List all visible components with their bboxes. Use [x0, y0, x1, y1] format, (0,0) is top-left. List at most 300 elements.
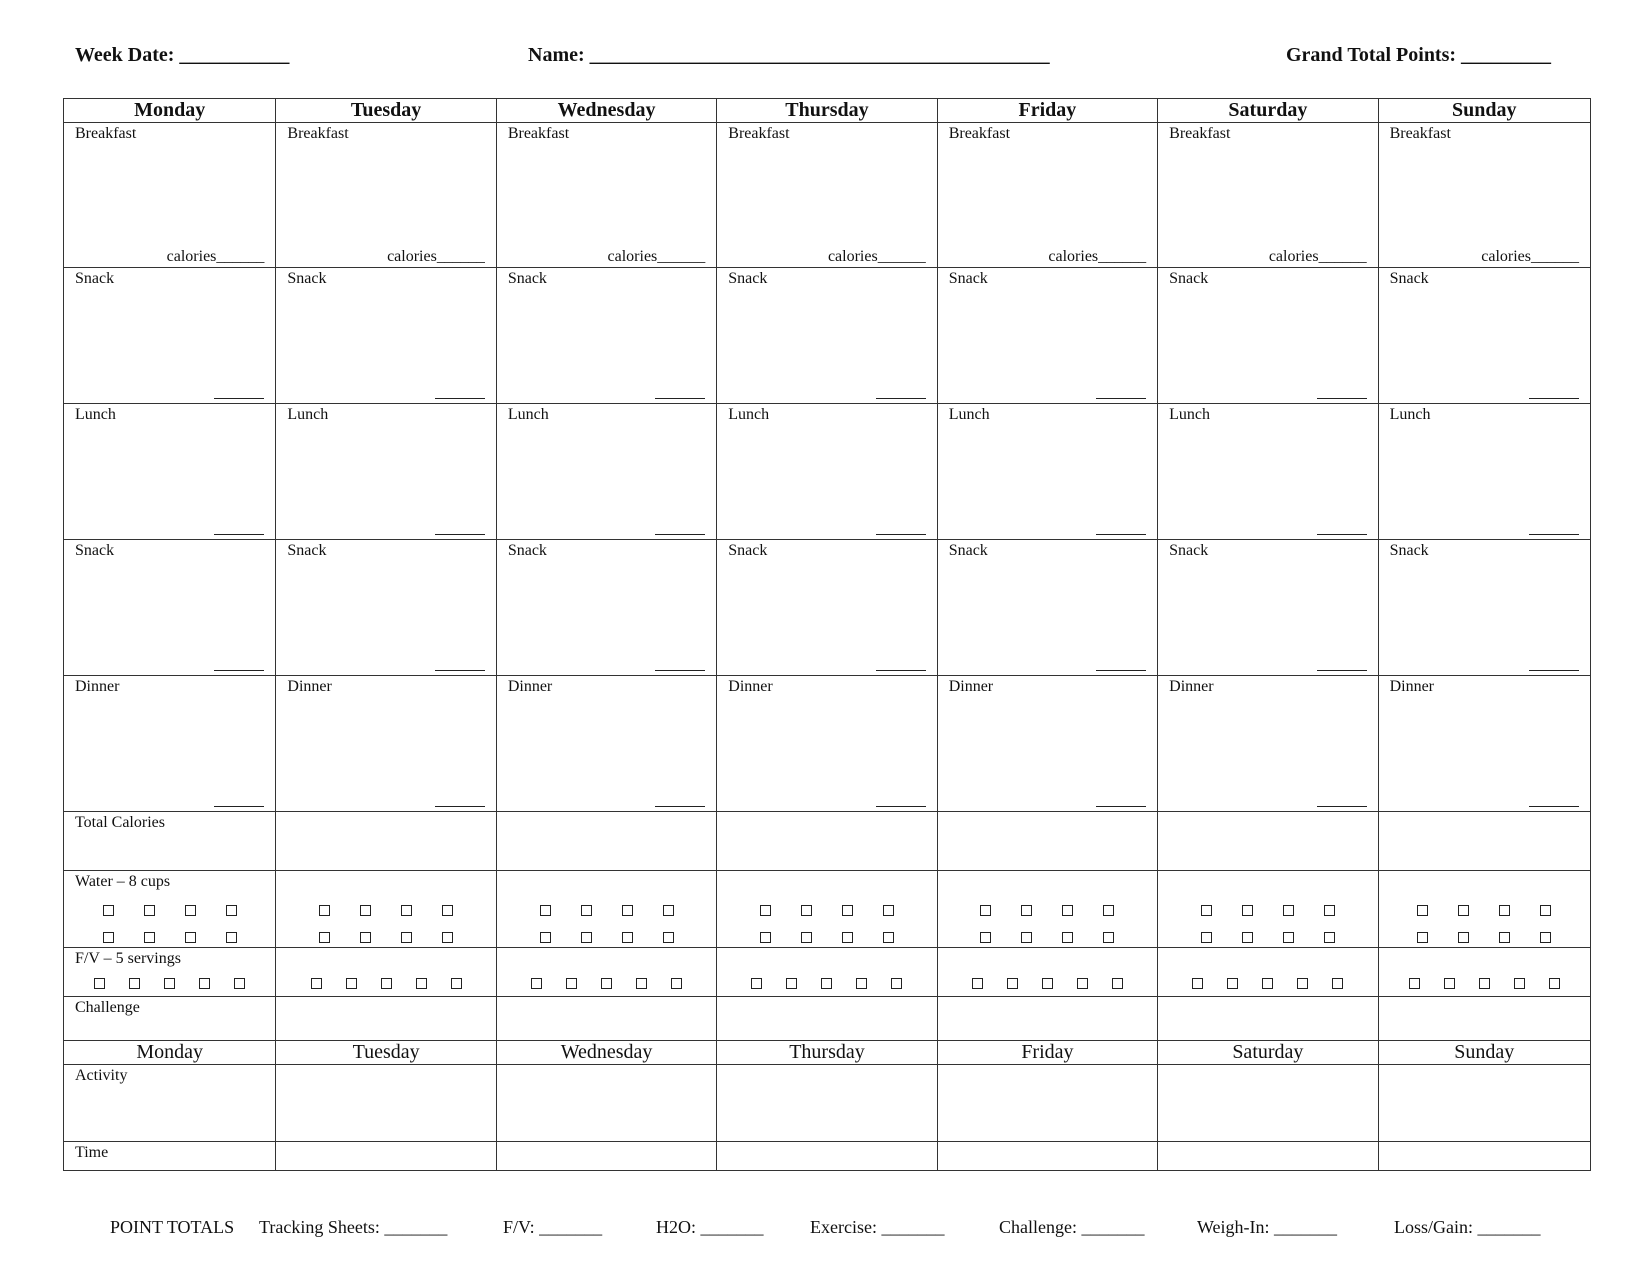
snack-label: Snack	[1169, 270, 1209, 287]
checkbox[interactable]	[360, 905, 371, 916]
snack-cell[interactable]	[276, 540, 496, 676]
checkbox[interactable]	[540, 932, 551, 943]
checkbox[interactable]	[540, 905, 551, 916]
calories-blank-line	[876, 670, 926, 671]
day-header-saturday: Saturday	[1158, 1041, 1378, 1065]
checkbox[interactable]	[1417, 932, 1428, 943]
checkbox[interactable]	[980, 932, 991, 943]
snack-cell[interactable]	[496, 268, 716, 404]
breakfast-cell[interactable]	[937, 123, 1157, 268]
checkbox[interactable]	[1062, 932, 1073, 943]
water-cell	[937, 871, 1157, 948]
breakfast-label: Breakfast	[1169, 125, 1231, 142]
dinner-label: Dinner	[75, 678, 120, 695]
snack-label: Snack	[75, 542, 115, 559]
snack-label: Snack	[507, 542, 547, 559]
checkbox[interactable]	[401, 932, 412, 943]
snack-cell[interactable]	[1378, 540, 1590, 676]
dinner-label: Dinner	[507, 678, 553, 695]
grand-total-points-field: Grand Total Points: _________	[1286, 44, 1552, 66]
day-header-thursday: Thursday	[717, 1041, 937, 1065]
day-header-row-activity	[64, 1041, 1591, 1065]
calories-blank: calories______	[1481, 248, 1579, 265]
checkbox[interactable]	[821, 978, 832, 989]
water-checkbox-row	[497, 932, 716, 943]
challenge-cell[interactable]	[937, 997, 1157, 1041]
lunch-cell[interactable]	[64, 404, 276, 540]
checkbox[interactable]	[1201, 932, 1212, 943]
day-header-monday: Monday	[64, 1041, 276, 1065]
challenge-row	[64, 997, 1591, 1041]
breakfast-row	[64, 123, 1591, 268]
breakfast-cell[interactable]	[1378, 123, 1590, 268]
checkbox[interactable]	[1021, 932, 1032, 943]
snack-row-afternoon	[64, 540, 1591, 676]
checkbox[interactable]	[144, 932, 155, 943]
checkbox[interactable]	[636, 978, 647, 989]
checkbox[interactable]	[1332, 978, 1343, 989]
time-cell[interactable]	[1158, 1142, 1378, 1171]
checkbox[interactable]	[760, 905, 771, 916]
total-calories-cell[interactable]	[717, 812, 937, 871]
total-calories-cell[interactable]	[496, 812, 716, 871]
breakfast-cell[interactable]	[1158, 123, 1378, 268]
checkbox[interactable]	[129, 978, 140, 989]
activity-cell[interactable]	[717, 1065, 937, 1142]
time-cell[interactable]	[276, 1142, 496, 1171]
name-field: Name: ______________________________________________	[528, 44, 1050, 66]
fruit-veg-cell	[1378, 948, 1590, 997]
lunch-label: Lunch	[287, 406, 329, 423]
dinner-cell[interactable]	[64, 676, 276, 812]
checkbox[interactable]	[980, 905, 991, 916]
fruit-veg-cell	[717, 948, 937, 997]
activity-cell[interactable]	[937, 1065, 1157, 1142]
checkbox[interactable]	[1112, 978, 1123, 989]
water-cell	[496, 871, 716, 948]
calories-blank-line	[1096, 806, 1146, 807]
activity-cell[interactable]	[1158, 1065, 1378, 1142]
total-calories-cell[interactable]	[937, 812, 1157, 871]
fruit-veg-cell	[1158, 948, 1378, 997]
loss-gain-field: Loss/Gain: _______	[1394, 1217, 1541, 1237]
checkbox[interactable]	[442, 905, 453, 916]
checkbox[interactable]	[234, 978, 245, 989]
breakfast-label: Breakfast	[507, 125, 570, 142]
lunch-label: Lunch	[948, 406, 990, 423]
fv-checkbox-row	[1158, 978, 1377, 989]
dinner-label: Dinner	[1169, 678, 1214, 695]
checkbox[interactable]	[164, 978, 175, 989]
checkbox[interactable]	[1458, 932, 1469, 943]
challenge-cell[interactable]	[717, 997, 937, 1041]
checkbox[interactable]	[1499, 905, 1510, 916]
meal-tracking-grid	[63, 98, 1591, 1171]
checkbox[interactable]	[801, 932, 812, 943]
calories-blank-line	[655, 670, 705, 671]
checkbox[interactable]	[1103, 905, 1114, 916]
fv-checkbox-row	[938, 978, 1157, 989]
checkbox[interactable]	[1062, 905, 1073, 916]
snack-cell[interactable]	[1158, 540, 1378, 676]
calories-blank-line	[435, 670, 485, 671]
snack-cell[interactable]	[1158, 268, 1378, 404]
water-checkbox-row	[64, 905, 275, 916]
checkbox[interactable]	[751, 978, 762, 989]
day-header-wednesday: Wednesday	[496, 1041, 716, 1065]
challenge-cell[interactable]	[276, 997, 496, 1041]
calories-blank-line	[435, 398, 485, 399]
calories-blank-line	[214, 670, 264, 671]
time-cell[interactable]	[717, 1142, 937, 1171]
checkbox[interactable]	[346, 978, 357, 989]
water-cell	[1378, 871, 1590, 948]
checkbox[interactable]	[671, 978, 682, 989]
checkbox[interactable]	[1262, 978, 1273, 989]
snack-cell[interactable]	[64, 268, 276, 404]
checkbox[interactable]	[581, 905, 592, 916]
checkbox[interactable]	[1077, 978, 1088, 989]
h2o-total-field: H2O: _______	[656, 1217, 764, 1237]
lunch-cell[interactable]	[496, 404, 716, 540]
challenge-cell[interactable]	[64, 997, 276, 1041]
fv-total-field: F/V: _______	[503, 1217, 603, 1237]
calories-blank-line	[214, 534, 264, 535]
calories-blank: calories______	[387, 248, 485, 265]
calories-blank-line	[1317, 670, 1367, 671]
activity-row	[64, 1065, 1591, 1142]
dinner-cell[interactable]	[276, 676, 496, 812]
checkbox[interactable]	[801, 905, 812, 916]
calories-blank-line	[1096, 670, 1146, 671]
water-checkbox-row	[497, 905, 716, 916]
checkbox[interactable]	[1499, 932, 1510, 943]
snack-label: Snack	[1169, 542, 1209, 559]
calories-blank-line	[1529, 806, 1579, 807]
checkbox[interactable]	[1227, 978, 1238, 989]
dinner-cell[interactable]	[1158, 676, 1378, 812]
breakfast-cell[interactable]	[496, 123, 716, 268]
checkbox[interactable]	[1283, 932, 1294, 943]
total-calories-cell[interactable]	[1378, 812, 1590, 871]
water-cell	[276, 871, 496, 948]
fruit-veg-cell	[937, 948, 1157, 997]
water-checkbox-row	[717, 932, 936, 943]
calories-blank-line	[214, 398, 264, 399]
dinner-cell[interactable]	[937, 676, 1157, 812]
breakfast-cell[interactable]	[64, 123, 276, 268]
challenge-total-field: Challenge: _______	[999, 1217, 1145, 1237]
checkbox[interactable]	[185, 932, 196, 943]
checkbox[interactable]	[1242, 932, 1253, 943]
fruit-veg-cell	[276, 948, 496, 997]
total-calories-row	[64, 812, 1591, 871]
checkbox[interactable]	[1007, 978, 1018, 989]
dinner-cell[interactable]	[1378, 676, 1590, 812]
calories-blank-line	[435, 534, 485, 535]
time-cell[interactable]	[64, 1142, 276, 1171]
water-checkbox-row	[64, 932, 275, 943]
fv-checkbox-row	[497, 978, 716, 989]
calories-blank: calories______	[607, 248, 706, 265]
calories-blank-line	[876, 806, 926, 807]
checkbox[interactable]	[1324, 932, 1335, 943]
checkbox[interactable]	[103, 932, 114, 943]
lunch-label: Lunch	[1169, 406, 1211, 423]
calories-blank-line	[1317, 534, 1367, 535]
snack-cell[interactable]	[64, 540, 276, 676]
checkbox[interactable]	[883, 932, 894, 943]
day-header-friday: Friday	[937, 1041, 1157, 1065]
checkbox[interactable]	[1021, 905, 1032, 916]
checkbox[interactable]	[891, 978, 902, 989]
snack-cell[interactable]	[937, 540, 1157, 676]
dinner-label: Dinner	[728, 678, 773, 695]
checkbox[interactable]	[144, 905, 155, 916]
activity-cell[interactable]	[496, 1065, 716, 1142]
time-cell[interactable]	[496, 1142, 716, 1171]
weigh-in-field: Weigh-In: _______	[1197, 1217, 1338, 1237]
lunch-label: Lunch	[1389, 406, 1431, 423]
checkbox[interactable]	[226, 932, 237, 943]
water-label: Water – 8 cups	[75, 873, 171, 890]
water-checkbox-row	[276, 905, 495, 916]
point-totals-label: POINT TOTALS	[110, 1217, 235, 1237]
calories-blank-line	[1317, 398, 1367, 399]
calories-blank: calories______	[827, 248, 926, 265]
checkbox[interactable]	[381, 978, 392, 989]
day-header-sunday: Sunday	[1378, 1041, 1590, 1065]
checkbox[interactable]	[103, 905, 114, 916]
checkbox[interactable]	[94, 978, 105, 989]
snack-cell[interactable]	[717, 268, 937, 404]
checkbox[interactable]	[185, 905, 196, 916]
checkbox[interactable]	[601, 978, 612, 989]
time-label: Time	[75, 1144, 109, 1161]
day-header-tuesday: Tuesday	[276, 99, 496, 123]
water-checkbox-row	[1379, 905, 1590, 916]
checkbox[interactable]	[319, 932, 330, 943]
snack-label: Snack	[948, 542, 988, 559]
lunch-row	[64, 404, 1591, 540]
checkbox[interactable]	[1458, 905, 1469, 916]
dinner-label: Dinner	[1389, 678, 1435, 695]
calories-blank-line	[876, 398, 926, 399]
day-header-tuesday: Tuesday	[276, 1041, 496, 1065]
lunch-label: Lunch	[728, 406, 770, 423]
water-checkbox-row	[1379, 932, 1590, 943]
checkbox[interactable]	[1042, 978, 1053, 989]
time-row	[64, 1142, 1591, 1171]
total-calories-cell[interactable]	[64, 812, 276, 871]
fv-checkbox-row	[64, 978, 275, 989]
snack-label: Snack	[75, 270, 115, 287]
checkbox[interactable]	[1540, 932, 1551, 943]
total-calories-cell[interactable]	[276, 812, 496, 871]
checkbox[interactable]	[442, 932, 453, 943]
time-cell[interactable]	[937, 1142, 1157, 1171]
activity-cell[interactable]	[1378, 1065, 1590, 1142]
checkbox[interactable]	[581, 932, 592, 943]
calories-blank-line	[655, 806, 705, 807]
checkbox[interactable]	[531, 978, 542, 989]
fv-checkbox-row	[276, 978, 495, 989]
water-cell	[1158, 871, 1378, 948]
checkbox[interactable]	[566, 978, 577, 989]
lunch-cell[interactable]	[1378, 404, 1590, 540]
lunch-cell[interactable]	[276, 404, 496, 540]
day-header-row	[64, 99, 1591, 123]
checkbox[interactable]	[663, 932, 674, 943]
snack-label: Snack	[948, 270, 988, 287]
checkbox[interactable]	[1549, 978, 1560, 989]
fruit-veg-row	[64, 948, 1591, 997]
fv-label: F/V – 5 servings	[75, 950, 181, 967]
calories-blank-line	[1096, 398, 1146, 399]
calories-blank-line	[1529, 398, 1579, 399]
fv-checkbox-row	[717, 978, 936, 989]
snack-label: Snack	[728, 270, 768, 287]
checkbox[interactable]	[1479, 978, 1490, 989]
calories-blank-line	[876, 534, 926, 535]
checkbox[interactable]	[622, 905, 633, 916]
checkbox[interactable]	[1192, 978, 1203, 989]
breakfast-cell[interactable]	[276, 123, 496, 268]
water-checkbox-row	[1158, 932, 1377, 943]
challenge-cell[interactable]	[496, 997, 716, 1041]
snack-label: Snack	[1389, 542, 1429, 559]
checkbox[interactable]	[1103, 932, 1114, 943]
breakfast-label: Breakfast	[948, 125, 1011, 142]
breakfast-label: Breakfast	[728, 125, 790, 142]
checkbox[interactable]	[1324, 905, 1335, 916]
lunch-label: Lunch	[75, 406, 116, 423]
snack-label: Snack	[728, 542, 768, 559]
calories-blank-line	[214, 806, 264, 807]
checkbox[interactable]	[842, 905, 853, 916]
snack-cell[interactable]	[937, 268, 1157, 404]
snack-cell[interactable]	[276, 268, 496, 404]
snack-cell[interactable]	[1378, 268, 1590, 404]
water-checkbox-row	[1158, 905, 1377, 916]
snack-cell[interactable]	[717, 540, 937, 676]
checkbox[interactable]	[199, 978, 210, 989]
snack-label: Snack	[507, 270, 547, 287]
checkbox[interactable]	[451, 978, 462, 989]
calories-blank-line	[1317, 806, 1367, 807]
fruit-veg-cell	[64, 948, 276, 997]
lunch-cell[interactable]	[717, 404, 937, 540]
checkbox[interactable]	[401, 905, 412, 916]
checkbox[interactable]	[786, 978, 797, 989]
breakfast-label: Breakfast	[75, 125, 137, 142]
lunch-cell[interactable]	[937, 404, 1157, 540]
checkbox[interactable]	[1444, 978, 1455, 989]
water-checkbox-row	[938, 905, 1157, 916]
checkbox[interactable]	[972, 978, 983, 989]
dinner-label: Dinner	[948, 678, 994, 695]
fruit-veg-cell	[496, 948, 716, 997]
snack-label: Snack	[1389, 270, 1429, 287]
checkbox[interactable]	[1417, 905, 1428, 916]
calories-blank-line	[1529, 534, 1579, 535]
day-header-thursday: Thursday	[717, 99, 937, 123]
checkbox[interactable]	[360, 932, 371, 943]
calories-blank: calories______	[166, 248, 265, 265]
checkbox[interactable]	[1540, 905, 1551, 916]
calories-blank-line	[435, 806, 485, 807]
time-cell[interactable]	[1378, 1142, 1590, 1171]
calories-blank: calories______	[1268, 248, 1367, 265]
checkbox[interactable]	[1283, 905, 1294, 916]
day-header-saturday: Saturday	[1158, 99, 1378, 123]
snack-label: Snack	[287, 542, 327, 559]
checkbox[interactable]	[663, 905, 674, 916]
challenge-cell[interactable]	[1378, 997, 1590, 1041]
lunch-label: Lunch	[507, 406, 549, 423]
water-checkbox-row	[938, 932, 1157, 943]
calories-blank-line	[1096, 534, 1146, 535]
checkbox[interactable]	[883, 905, 894, 916]
breakfast-cell[interactable]	[717, 123, 937, 268]
breakfast-label: Breakfast	[1389, 125, 1451, 142]
breakfast-label: Breakfast	[287, 125, 349, 142]
calories-blank-line	[655, 398, 705, 399]
total-calories-label: Total Calories	[75, 814, 165, 831]
checkbox[interactable]	[1297, 978, 1308, 989]
challenge-label: Challenge	[75, 999, 140, 1016]
checkbox[interactable]	[760, 932, 771, 943]
checkbox[interactable]	[856, 978, 867, 989]
total-calories-cell[interactable]	[1158, 812, 1378, 871]
checkbox[interactable]	[842, 932, 853, 943]
week-date-field: Week Date: ___________	[75, 44, 290, 66]
challenge-cell[interactable]	[1158, 997, 1378, 1041]
checkbox[interactable]	[622, 932, 633, 943]
lunch-cell[interactable]	[1158, 404, 1378, 540]
calories-blank-line	[1529, 670, 1579, 671]
calories-blank-line	[655, 534, 705, 535]
dinner-cell[interactable]	[496, 676, 716, 812]
checkbox[interactable]	[226, 905, 237, 916]
checkbox[interactable]	[319, 905, 330, 916]
snack-label: Snack	[287, 270, 327, 287]
checkbox[interactable]	[1514, 978, 1525, 989]
water-row	[64, 871, 1591, 948]
dinner-row	[64, 676, 1591, 812]
checkbox[interactable]	[1409, 978, 1420, 989]
activity-label: Activity	[75, 1067, 128, 1084]
calories-blank: calories______	[1048, 248, 1147, 265]
checkbox[interactable]	[416, 978, 427, 989]
checkbox[interactable]	[1201, 905, 1212, 916]
snack-row-morning	[64, 268, 1591, 404]
checkbox[interactable]	[1242, 905, 1253, 916]
day-header-friday: Friday	[937, 99, 1157, 123]
snack-cell[interactable]	[496, 540, 716, 676]
dinner-cell[interactable]	[717, 676, 937, 812]
checkbox[interactable]	[311, 978, 322, 989]
tracking-sheets-field: Tracking Sheets: _______	[259, 1217, 448, 1237]
activity-cell[interactable]	[64, 1065, 276, 1142]
day-header-sunday: Sunday	[1378, 99, 1590, 123]
water-cell	[64, 871, 276, 948]
dinner-label: Dinner	[287, 678, 332, 695]
activity-cell[interactable]	[276, 1065, 496, 1142]
water-checkbox-row	[717, 905, 936, 916]
exercise-total-field: Exercise: _______	[810, 1217, 945, 1237]
water-checkbox-row	[276, 932, 495, 943]
